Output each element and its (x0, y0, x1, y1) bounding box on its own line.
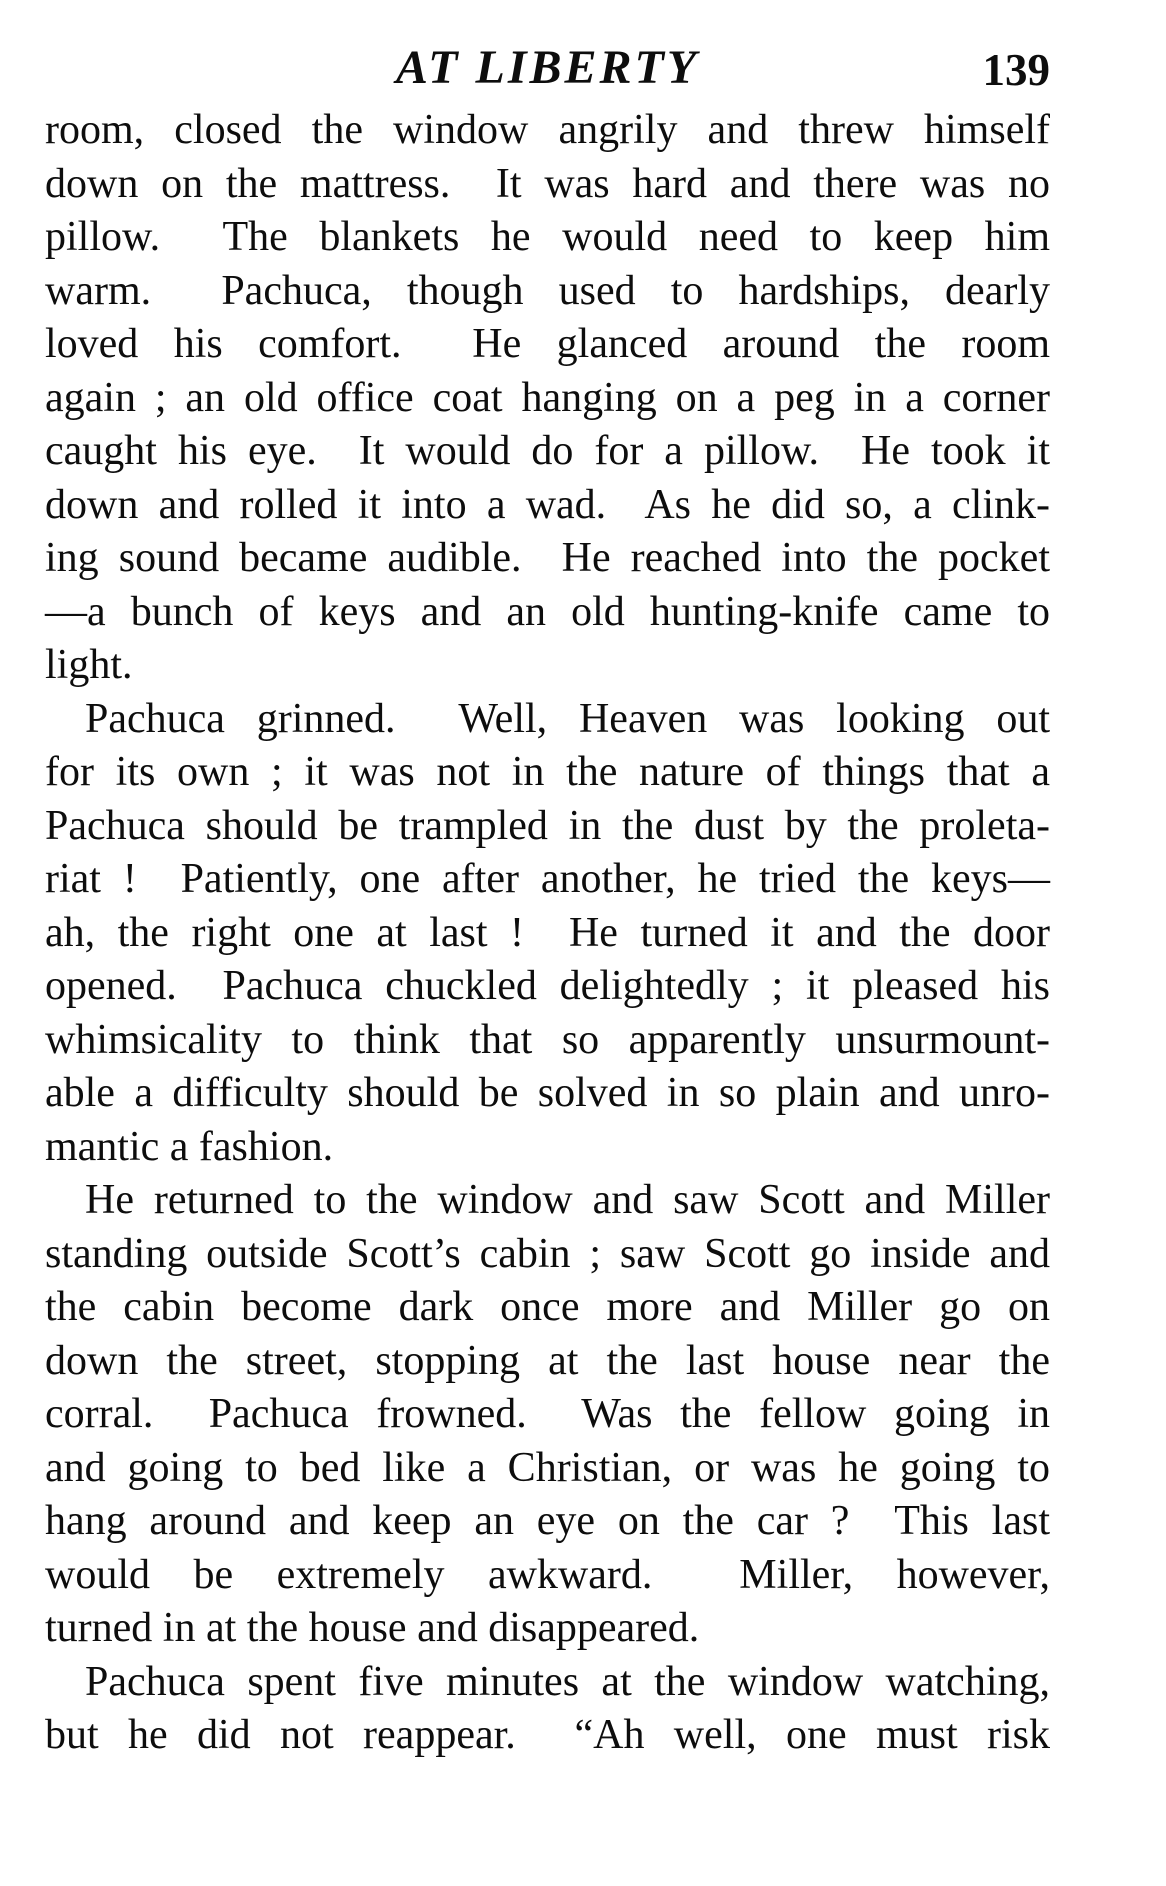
text-line: standing outside Scott’s cabin ; saw Scott go inside and (45, 1230, 1050, 1277)
text-line: would be extremely awkward. Miller, however, (45, 1551, 1050, 1598)
text-line: room, closed the window angrily and threw himself (45, 107, 1050, 153)
text-line: pillow. The blankets he would need to keep him (45, 214, 1050, 260)
text-line: ah, the right one at last ! He turned it and the door (45, 909, 1050, 956)
text-line: for its own ; it was not in the nature of things that a (45, 749, 1050, 795)
text-line: but he did not reappear. “Ah well, one must risk (45, 1712, 1050, 1758)
text-line: warm. Pachuca, though used to hardships, dearly (45, 267, 1050, 314)
text-line: down on the mattress. It was hard and there was no (45, 160, 1050, 207)
paragraph (45, 1174, 1050, 1656)
page-title: AT LIBERTY (395, 41, 700, 94)
text-line: opened. Pachuca chuckled delightedly ; it pleased his (45, 963, 1050, 1009)
text-line: whimsicality to think that so apparently unsurmount- (45, 1016, 1050, 1063)
text-line: loved his comfort. He glanced around the room (45, 321, 1050, 367)
text-line: Pachuca grinned. Well, Heaven was looking out (85, 695, 1050, 742)
text-line: hang around and keep an eye on the car ? This last (45, 1498, 1050, 1544)
text-line: Pachuca should be trampled in the dust by the proleta- (45, 802, 1050, 849)
paragraph (45, 1656, 1050, 1763)
text-line: light. (45, 642, 133, 688)
text-line: —a bunch of keys and an old hunting-knife came to (45, 588, 1050, 635)
text-line: down and rolled it into a wad. As he did so, a clink- (45, 481, 1050, 528)
text-line: turned in at the house and disappeared. (45, 1605, 700, 1651)
text-line: down the street, stopping at the last house near the (45, 1337, 1050, 1384)
text-line: again ; an old office coat hanging on a peg in a corner (45, 374, 1050, 421)
text-line: He returned to the window and saw Scott and Miller (85, 1177, 1050, 1223)
text-line: the cabin become dark once more and Miller go on (45, 1284, 1050, 1330)
running-header (45, 42, 1050, 100)
paragraph (45, 104, 1050, 693)
page-number: 139 (982, 45, 1050, 95)
text-line: mantic a fashion. (45, 1123, 334, 1170)
paragraph (45, 693, 1050, 1175)
text-line: and going to bed like a Christian, or was he going to (45, 1444, 1050, 1491)
text-line: able a difficulty should be solved in so plain and unro- (45, 1070, 1050, 1116)
text-line: corral. Pachuca frowned. Was the fellow going in (45, 1391, 1050, 1437)
text-line: Pachuca spent five minutes at the window watching, (85, 1658, 1050, 1705)
text-line: caught his eye. It would do for a pillow. He took it (45, 428, 1050, 474)
text-line: ing sound became audible. He reached into the pocket (45, 535, 1050, 581)
body-text (45, 104, 1050, 1763)
text-line: riat ! Patiently, one after another, he tried the keys— (45, 856, 1050, 902)
